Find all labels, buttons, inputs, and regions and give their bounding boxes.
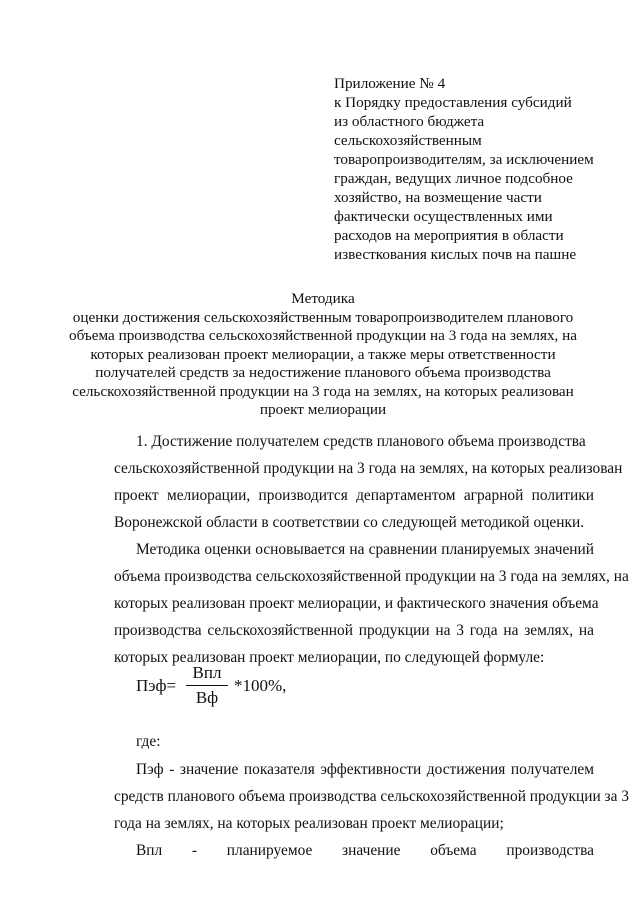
title-line: оценки достижения сельскохозяйственным товаропроизводителем планового — [72, 308, 574, 326]
appendix-line: Приложение № 4 — [334, 75, 446, 92]
title-line: которых реализован проект мелиорации, а также меры ответственности — [90, 345, 556, 363]
paragraph-line: производства сельскохозяйственной продукции на 3 года на землях, на — [114, 622, 594, 639]
appendix-header — [334, 74, 624, 264]
appendix-line: сельскохозяйственным — [334, 132, 482, 149]
where-label: где: — [136, 733, 161, 750]
formula-fraction — [186, 662, 228, 709]
definition-2: Впл - планируемое значение объема производства — [136, 842, 594, 859]
title-line: сельскохозяйственной продукции на 3 года на землях, на которых реализован — [72, 382, 574, 400]
paragraph-line: которых реализован проект мелиорации, и фактического значения объема — [114, 595, 599, 612]
paragraph-line: проект мелиорации, производится департаментом аграрной политики — [114, 487, 594, 504]
paragraph-line: которых реализован проект мелиорации, по следующей формуле: — [114, 649, 545, 666]
definition-line: года на землях, на которых реализован проект мелиорации; — [114, 815, 504, 832]
formula-rhs: *100%, — [234, 676, 287, 695]
definition-line: средств планового объема производства сельскохозяйственной продукции за 3 — [114, 788, 629, 805]
document-title — [40, 290, 606, 420]
appendix-line: товаропроизводителям, за исключением — [334, 151, 594, 168]
title-line: объема производства сельскохозяйственной продукции на 3 года на землях, на — [68, 327, 577, 344]
title-line: получателей средств за недостижение планового объема производства — [95, 364, 551, 381]
paragraph-line: сельскохозяйственной продукции на 3 года на землях, на которых реализован — [114, 460, 623, 477]
appendix-line: граждан, ведущих личное подсобное — [334, 170, 573, 187]
title-line: проект мелиорации — [259, 401, 387, 418]
formula-lhs: Пэф= — [136, 676, 177, 695]
paragraph-line: Воронежской области в соответствии со следующей методикой оценки. — [114, 514, 585, 531]
appendix-line: фактически осуществленных ими — [334, 208, 553, 225]
appendix-line: хозяйство, на возмещение части — [334, 189, 542, 206]
formula-numerator: Впл — [192, 663, 222, 682]
appendix-line: известкования кислых почв на пашне — [334, 246, 577, 263]
paragraph-line: объема производства сельскохозяйственной продукции на 3 года на землях, на — [114, 568, 629, 585]
paragraph-line: Методика оценки основывается на сравнении планируемых значений — [136, 541, 594, 558]
fraction-bar — [186, 685, 228, 686]
appendix-line: расходов на мероприятия в области — [334, 227, 564, 244]
paragraph-line: 1. Достижение получателем средств планового объема производства — [136, 433, 586, 450]
appendix-line: из областного бюджета — [334, 113, 485, 130]
formula-denominator: Вф — [195, 688, 219, 707]
title-heading: Методика — [291, 290, 355, 307]
appendix-line: к Порядку предоставления субсидий — [334, 94, 572, 111]
definition-line: Пэф - значение показателя эффективности достижения получателем — [136, 761, 594, 778]
